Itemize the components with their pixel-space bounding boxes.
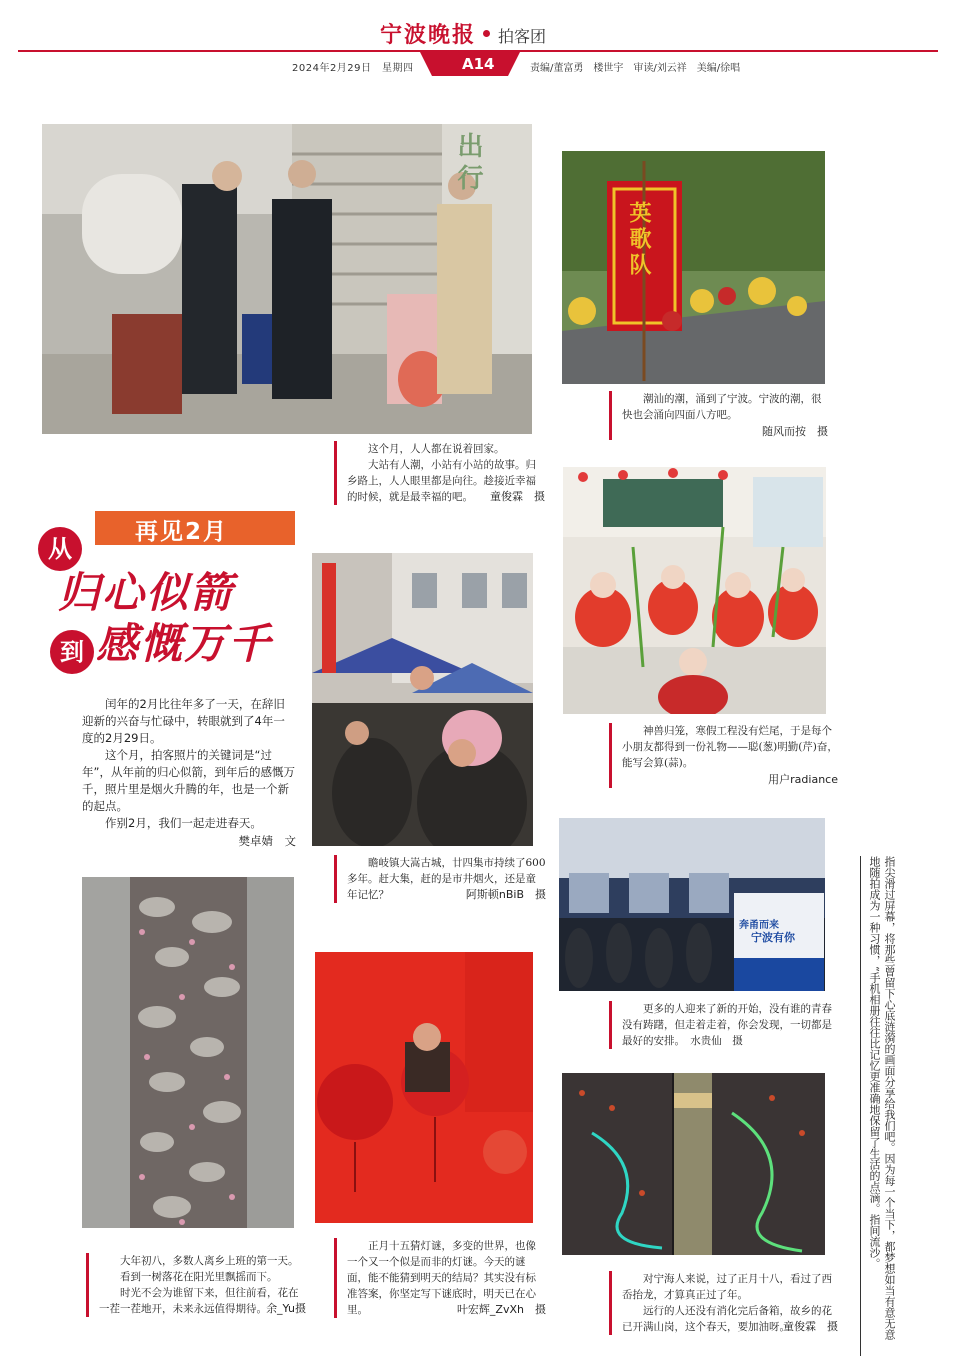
caption-line: 对宁海人来说，过了正月十八，看过了西岙抬龙，才算真正过了年。: [622, 1273, 832, 1301]
caption-petal-path: [86, 1253, 306, 1317]
feature-intro: [82, 696, 296, 850]
feature-banner-text: 再见2月: [135, 519, 229, 545]
photo-byline: 童俊霖 摄: [783, 1320, 838, 1333]
feature-banner: [95, 511, 295, 545]
editor-credits: 责编/董富勇 楼世宇 审读/刘云祥 美编/徐唱: [530, 63, 741, 74]
caption-line: 正月十五猜灯谜，多变的世界，也像一个又一个似是而非的灯谜。今天的谜面，能不能猜到明天的结局？其实没有标准答案，你坚定写下谜底时，明天已在心里。: [347, 1240, 536, 1316]
section-name: 拍客团: [498, 27, 547, 46]
page-number: A14: [462, 55, 495, 73]
photo-train-station: [42, 124, 532, 434]
photo-byline: 随风而按 摄: [762, 425, 828, 438]
caption-job-fair: [609, 1001, 838, 1049]
intro-paragraph: 这个月，拍客照片的关键词是“过年”，从年前的归心似箭，到年后的感慨万千，照片里是烟火升腾的年，也是一个新的起点。: [82, 748, 295, 813]
caption-line: 大站有人潮，小站有小站的故事。归乡路上，人人眼里都是向往。趁接近幸福的时候，就是最幸福的吧。: [347, 459, 536, 503]
caption-market: [334, 855, 546, 903]
photo-petal-path: [82, 877, 294, 1228]
caption-line: 远行的人还没有消化完后备箱，故乡的花已开满山岗，这个春天，要加油呀。: [622, 1305, 832, 1333]
caption-classroom: [609, 723, 838, 788]
photo-job-fair: [559, 818, 825, 991]
side-column: [860, 856, 947, 1356]
photo-parade: [562, 151, 825, 384]
title-line-2: 感慨万千: [96, 619, 273, 668]
photo-byline: 用户radiance: [768, 773, 838, 786]
title-from-circle: 从: [38, 527, 82, 571]
feature-author: 樊卓婧 文: [238, 834, 296, 848]
caption-parade: [609, 391, 828, 440]
job-fair-sign-line1: 奔甬而来: [739, 920, 779, 931]
photo-night-festival: [562, 1073, 825, 1255]
caption-line: 时光不会为谁留下来，但往前看，花在一茬一茬地开，未来永远值得期待。: [99, 1287, 299, 1315]
caption-line: 神兽归笼，寒假工程没有烂尾，于是每个小朋友都得到一份礼物——聪(葱)明勤(芹)奋，能写会算(蒜)。: [622, 725, 838, 769]
photo-market: [312, 553, 533, 846]
caption-lanterns: [334, 1238, 546, 1318]
side-column-text: 指尖滑过屏幕，将那些曾留下心底涟漪的画面分享给我们吧。因为每一个当下，都梦想如当有意无意地随拍成为一种习惯，“手机相册往往比记忆更准确地保留了生活的点滴。指间流沙。: [868, 856, 896, 1340]
caption-night-festival: [609, 1271, 838, 1335]
station-sign: 出行: [453, 132, 483, 196]
photo-byline: 余_Yu摄: [266, 1302, 306, 1315]
intro-paragraph: 闰年的2月比往年多了一天，在辞旧迎新的兴奋与忙碌中，转眼就到了4年一度的2月29日。: [82, 697, 285, 745]
photo-byline: 童俊霖 摄: [490, 490, 545, 503]
photo-byline: 阿斯顿nBiB 摄: [465, 888, 546, 901]
caption-line: 这个月，人人都在说着回家。: [368, 443, 505, 455]
caption-station: [334, 441, 545, 505]
job-fair-sign-line2: 宁波有你: [751, 931, 795, 944]
masthead-dot: [483, 30, 490, 37]
intro-paragraph: 作别2月，我们一起走进春天。: [105, 816, 262, 830]
parade-banner-text: 英歌队: [626, 201, 652, 279]
title-line-1: 归心似箭: [58, 568, 235, 617]
caption-line: 看到一树落花在阳光里飘摇而下。: [120, 1271, 278, 1283]
caption-line: 大年初八，多数人离乡上班的第一天。: [120, 1255, 299, 1267]
title-to-circle: 到: [50, 630, 94, 674]
caption-line: 瞻岐镇大嵩古城，廿四集市持续了600多年。赶大集，赶的是市井烟火，还是童年记忆？: [347, 857, 546, 901]
masthead-title: 宁波晚报: [380, 22, 477, 48]
caption-line: 潮汕的潮，涌到了宁波。宁波的潮，很快也会涌向四面八方吧。: [622, 393, 822, 421]
photo-lanterns: [315, 952, 533, 1223]
issue-date: 2024年2月29日 星期四: [292, 63, 414, 74]
photo-classroom: [563, 467, 826, 714]
photo-byline: 叶宏辉_ZvXh 摄: [456, 1303, 546, 1316]
caption-line: 更多的人迎来了新的开始，没有谁的青春没有踌躇，但走着走着，你会发现，一切都是最好的安排。 水贵仙 摄: [622, 1003, 832, 1047]
